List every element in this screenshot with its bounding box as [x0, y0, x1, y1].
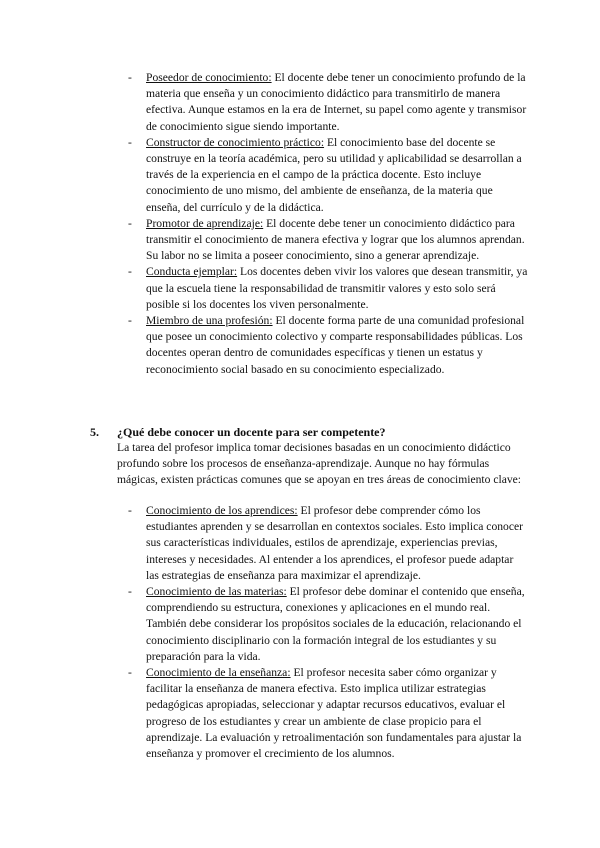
dash-bullet-icon: -	[128, 666, 132, 680]
list-item	[128, 503, 528, 584]
teacher-roles-list	[128, 70, 528, 378]
item-term: Promotor de aprendizaje:	[146, 216, 264, 230]
item-text: El profesor necesita saber cómo organizar y facilitar la enseñanza de manera efectiva. Esto implica utilizar estrategias pedagógicas apropiadas, seleccionar y adaptar recursos educativos, evaluar el progreso de los estudiantes y crear un ambiente de clase propicio para el aprendizaje. La evaluación y retroalimentación son fundamentales para ajustar la enseñanza y promover el crecimiento de los alumnos.	[146, 666, 522, 761]
dash-bullet-icon: -	[128, 71, 132, 84]
section-number: 5.	[90, 425, 99, 439]
item-term: Conocimiento de la enseñanza:	[146, 666, 291, 680]
item-text: El docente forma parte de una comunidad profesional que posee un conocimiento colectivo y comparte responsabilidades públicas. Los docentes operan dentro de comunidades específicas y tienen un estatus y reconocimiento social basado en su conocimiento especializado.	[146, 314, 525, 376]
list-item	[128, 135, 528, 216]
dash-bullet-icon: -	[128, 216, 132, 230]
item-text: El conocimiento base del docente se construye en la teoría académica, pero su utilidad y aplicabilidad se desarrollan a través de la experiencia en el campo de la práctica docente. Esto incluye conocimiento de uno mismo, del ambiente de enseñanza, de la materia que enseña, del currículo y de la didáctica.	[146, 135, 522, 214]
item-term: Conocimiento de las materias:	[146, 585, 287, 599]
item-term: Conocimiento de los aprendices:	[146, 504, 298, 517]
item-term: Poseedor de conocimiento:	[146, 71, 272, 84]
list-item	[128, 264, 528, 313]
section-title: ¿Qué debe conocer un docente para ser competente?	[117, 425, 386, 439]
item-term: Constructor de conocimiento práctico:	[146, 135, 325, 149]
dash-bullet-icon: -	[128, 314, 132, 328]
section-intro: La tarea del profesor implica tomar decisiones basadas en un conocimiento didáctico profundo sobre los procesos de enseñanza-aprendizaje. Aunque no hay fórmulas mágicas, existen prácticas comunes que se apoyan en tres áreas de conocimiento clave:	[117, 441, 522, 487]
list-item	[128, 584, 528, 665]
item-text: El docente debe tener un conocimiento didáctico para transmitir el conocimiento de manera efectiva y lograr que los alumnos aprendan. Su labor no se limita a poseer conocimiento, sino a generar aprendizaje.	[146, 216, 525, 263]
dash-bullet-icon: -	[128, 504, 132, 517]
dash-bullet-icon: -	[128, 585, 132, 599]
dash-bullet-icon: -	[128, 135, 132, 149]
list-item	[128, 70, 528, 135]
item-text: El profesor debe dominar el contenido que enseña, comprendiendo su estructura, conexiones y aplicaciones en el mundo real. También debe considerar los propósitos sociales de la educación, relacionando el conocimiento disciplinario con la formación integral de los estudiantes y su preparación para la vida.	[146, 585, 525, 663]
dash-bullet-icon: -	[128, 265, 132, 279]
item-text: El profesor debe comprender cómo los estudiantes aprenden y se desarrollan en contextos sociales. Esto implica conocer sus características individuales, estilos de aprendizaje, experiencias previas, intereses y necesidades. Al entender a los aprendices, el profesor puede adaptar las estrategias de enseñanza para maximizar el aprendizaje.	[146, 504, 523, 582]
list-item	[128, 216, 528, 265]
list-item	[128, 665, 528, 762]
knowledge-areas-list	[128, 503, 528, 762]
section-heading	[90, 424, 530, 440]
list-item	[128, 313, 528, 378]
item-term: Miembro de una profesión:	[146, 314, 273, 328]
item-text: Los docentes deben vivir los valores que desean transmitir, ya que la escuela tiene la responsabilidad de transmitir valores y esto solo será posible si los docentes los viven personalmente.	[146, 265, 528, 311]
item-text: El docente debe tener un conocimiento profundo de la materia que enseña y un conocimiento didáctico para transmitirlo de manera efectiva. Aunque estamos en la era de Internet, su papel como agente y transmisor de conocimiento sigue siendo importante.	[146, 71, 527, 133]
item-term: Conducta ejemplar:	[146, 265, 238, 279]
